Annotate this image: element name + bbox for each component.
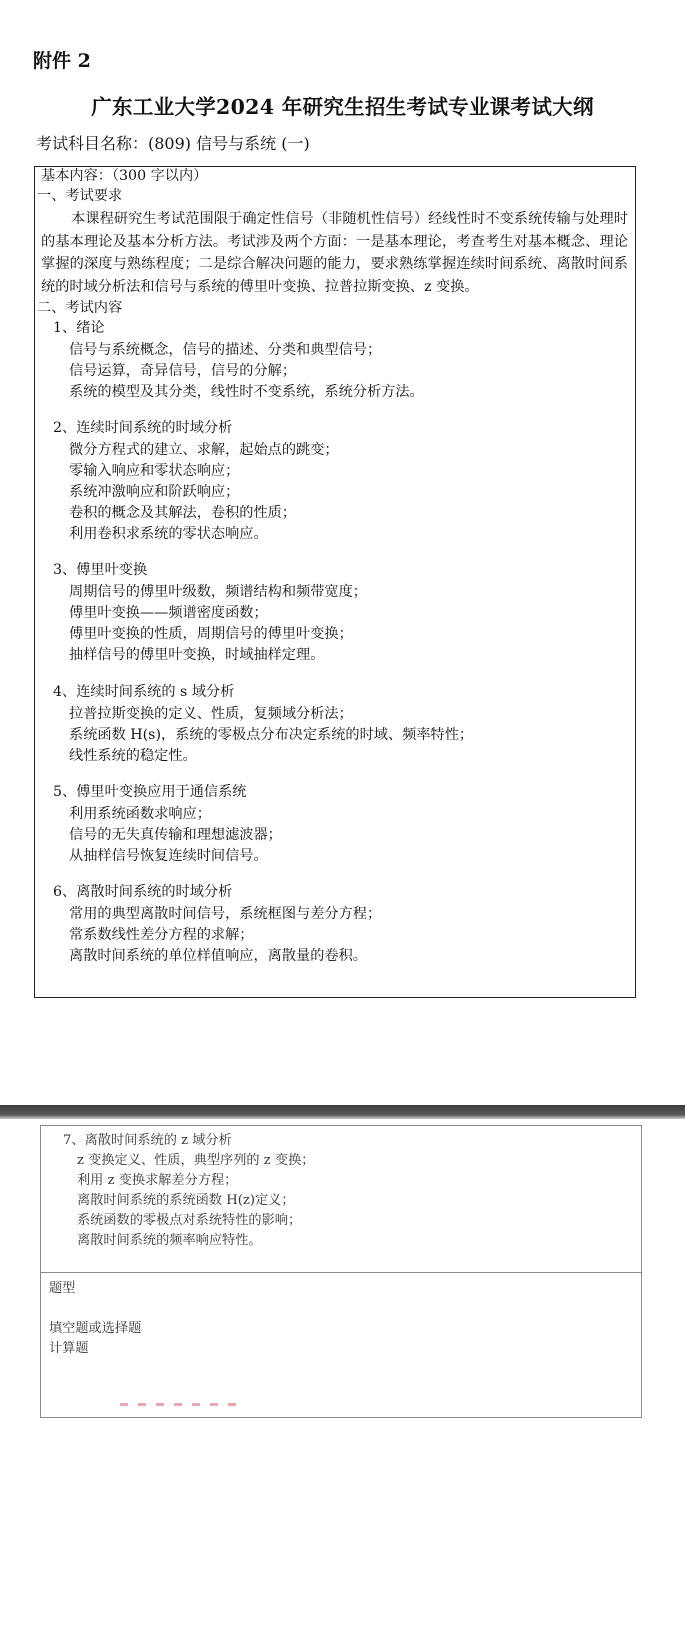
topic-7-title: 7、离散时间系统的 z 域分析 <box>63 1133 232 1148</box>
topic-5-item: 从抽样信号恢复连续时间信号。 <box>69 848 268 864</box>
topic-1-title: 1、绪论 <box>53 320 105 336</box>
question-type-item: 填空题或选择题 <box>49 1321 142 1336</box>
topic-6-item: 离散时间系统的单位样值响应，离散量的卷积。 <box>69 948 367 964</box>
page-2 <box>0 1119 685 1650</box>
topic-2-item: 利用卷积求系统的零状态响应。 <box>69 526 268 542</box>
topic-3-item: 周期信号的傅里叶级数，频谱结构和频带宽度； <box>69 584 367 600</box>
topic-7-item: 离散时间系统的频率响应特性。 <box>77 1233 262 1248</box>
topic-7-item: 利用 z 变换求解差分方程； <box>77 1173 238 1188</box>
topic-5-title: 5、傅里叶变换应用于通信系统 <box>53 784 247 800</box>
topic-6-item: 常用的典型离散时间信号，系统框图与差分方程； <box>69 906 382 922</box>
topic-5-item: 信号的无失真传输和理想滤波器； <box>69 827 282 843</box>
basic-content-label: 基本内容：（300 字以内） <box>41 168 208 184</box>
topic-2-title: 2、连续时间系统的时域分析 <box>53 420 233 436</box>
subject-name: 考试科目名称：(809) 信号与系统 (一) <box>36 134 310 153</box>
topic-4-item: 系统函数 H(s)，系统的零极点分布决定系统的时域、频率特性； <box>69 727 474 743</box>
topic-7-item: 离散时间系统的系统函数 H(z)定义； <box>77 1193 295 1208</box>
page-title: 广东工业大学2024 年研究生招生考试专业课考试大纲 <box>91 95 594 119</box>
topic-7-item: 系统函数的零极点对系统特性的影响； <box>77 1213 302 1228</box>
topic-6-title: 6、离散时间系统的时域分析 <box>53 884 233 900</box>
topic-7-item: z 变换定义、性质，典型序列的 z 变换； <box>77 1153 315 1168</box>
topic-6-item: 常系数线性差分方程的求解； <box>69 927 254 943</box>
page-separator <box>0 1105 685 1119</box>
section-divider <box>41 1272 641 1273</box>
topic-4-title: 4、连续时间系统的 s 域分析 <box>53 684 235 700</box>
topic-3-title: 3、傅里叶变换 <box>53 562 148 578</box>
topic-1-item: 系统的模型及其分类，线性时不变系统，系统分析方法。 <box>69 384 424 400</box>
section-1-paragraph: 本课程研究生考试范围限于确定性信号（非随机性信号）经线性时不变系统传输与处理时的基本理论及基本分析方法。考试涉及两个方面：一是基本理论，考查考生对基本概念、理论掌握的深度与熟练程度；二是综合解决问题的能力，要求熟练掌握连续时间系统、离散时间系统的时域分析法和信号与系统的傅里叶变换、拉普拉斯变换、z 变换。 <box>41 211 628 295</box>
topic-4-item: 线性系统的稳定性。 <box>69 748 197 764</box>
question-types-label: 题型 <box>49 1281 76 1296</box>
topic-3-item: 傅里叶变换——频谱密度函数； <box>69 605 268 621</box>
topic-3-item: 傅里叶变换的性质，周期信号的傅里叶变换； <box>69 626 353 642</box>
topic-4-item: 拉普拉斯变换的定义、性质，复频域分析法； <box>69 706 353 722</box>
topic-2-item: 系统冲激响应和阶跃响应； <box>69 484 240 500</box>
topic-2-item: 卷积的概念及其解法，卷积的性质； <box>69 505 297 521</box>
topic-1-item: 信号运算，奇异信号，信号的分解； <box>69 363 297 379</box>
topic-2-item: 微分方程式的建立、求解，起始点的跳变； <box>69 442 339 458</box>
topic-1-item: 信号与系统概念，信号的描述、分类和典型信号； <box>69 342 382 358</box>
stamp-mark <box>120 1403 240 1406</box>
topic-3-item: 抽样信号的傅里叶变换，时域抽样定理。 <box>69 647 325 663</box>
topic-2-item: 零输入响应和零状态响应； <box>69 463 240 479</box>
section-2-title: 二、考试内容 <box>37 300 123 316</box>
attachment-label: 附件 2 <box>33 50 91 72</box>
content-box-continued <box>40 1125 642 1418</box>
section-1-title: 一、考试要求 <box>37 188 123 204</box>
content-box <box>34 166 636 998</box>
topic-5-item: 利用系统函数求响应； <box>69 806 211 822</box>
question-type-item: 计算题 <box>49 1341 89 1356</box>
